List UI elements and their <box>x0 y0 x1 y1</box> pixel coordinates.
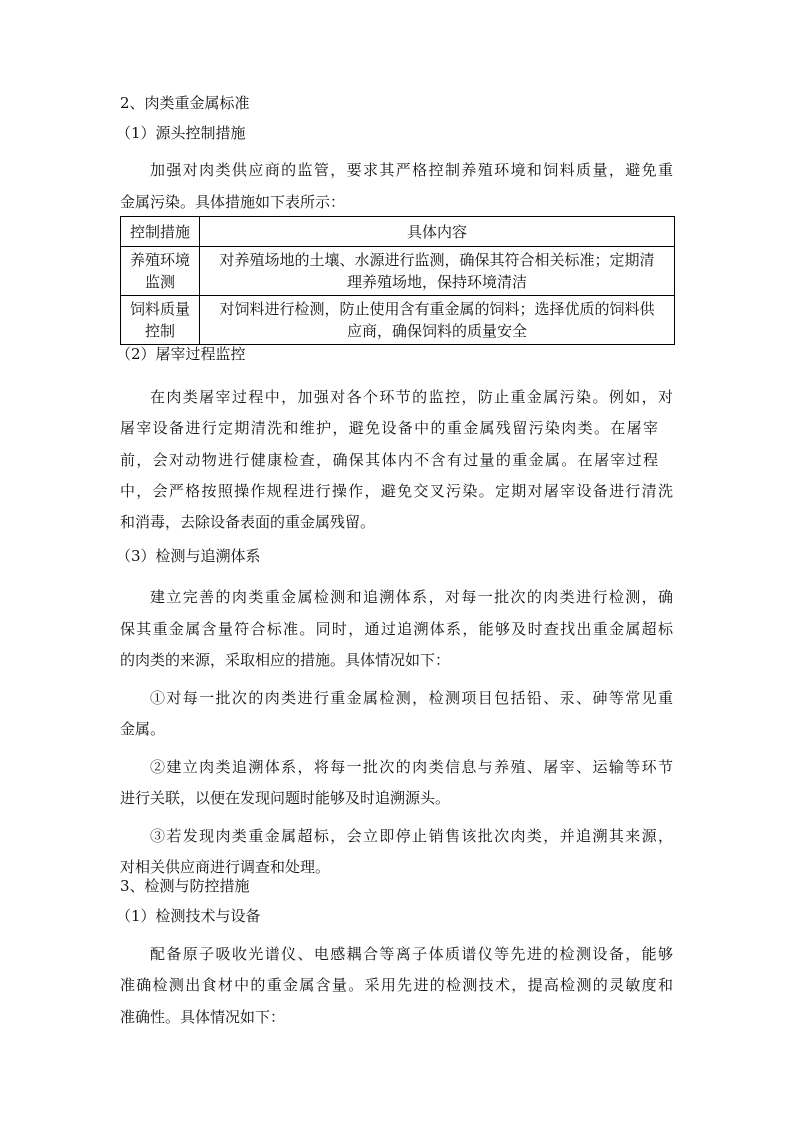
paragraph-line: 准确检测出食材中的重金属含量。采用先进的检测技术，提高检测的灵敏度和 <box>120 976 673 994</box>
table-cell: 养殖环境 监测 <box>121 247 200 296</box>
paragraph-line: 屠宰设备进行定期清洗和维护，避免设备中的重金属残留污染肉类。在屠宰 <box>120 419 658 437</box>
paragraph-line: 的肉类的来源，采取相应的措施。具体情况如下： <box>120 651 451 669</box>
list-item-line: ③若发现肉类重金属超标，会立即停止销售该批次肉类，并追溯其来源， <box>150 827 673 845</box>
subsection-title: （1）源头控制措施 <box>116 124 246 142</box>
table-cell: 对养殖场地的土壤、水源进行监测，确保其符合相关标准；定期清 理养殖场地，保持环境清洁 <box>200 247 675 296</box>
control-measures-table <box>120 216 675 345</box>
table-header: 具体内容 <box>200 217 675 247</box>
paragraph-line: 加强对肉类供应商的监管，要求其严格控制养殖环境和饲料质量，避免重 <box>150 161 673 179</box>
list-item-line: 对相关供应商进行调查和处理。 <box>120 858 331 876</box>
list-item-line: ①对每一批次的肉类进行重金属检测，检测项目包括铅、汞、砷等常见重 <box>150 689 673 707</box>
paragraph-line: 金属污染。具体措施如下表所示： <box>120 193 346 211</box>
paragraph-line: 和消毒，去除设备表面的重金属残留。 <box>120 513 376 531</box>
list-item-line: 进行关联，以便在发现问题时能够及时追溯源头。 <box>120 789 451 807</box>
paragraph-line: 配备原子吸收光谱仪、电感耦合等离子体质谱仪等先进的检测设备，能够 <box>150 945 673 963</box>
table-row <box>121 247 675 296</box>
table-row <box>121 296 675 345</box>
list-item-line: ②建立肉类追溯体系，将每一批次的肉类信息与养殖、屠宰、运输等环节 <box>150 758 673 776</box>
table-cell: 饲料质量 控制 <box>121 296 200 345</box>
table-header: 控制措施 <box>121 217 200 247</box>
subsection-title: （3）检测与追溯体系 <box>116 547 261 565</box>
paragraph-line: 前，会对动物进行健康检查，确保其体内不含有过量的重金属。在屠宰过程 <box>120 451 658 469</box>
paragraph-line: 保其重金属含量符合标准。同时，通过追溯体系，能够及时查找出重金属超标 <box>120 620 673 638</box>
paragraph-line: 中，会严格按照操作规程进行操作，避免交叉污染。定期对屠宰设备进行清洗 <box>120 482 673 500</box>
subsection-title: （2）屠宰过程监控 <box>116 345 246 363</box>
table-cell: 对饲料进行检测，防止使用含有重金属的饲料；选择优质的饲料供 应商，确保饲料的质量安全 <box>200 296 675 345</box>
subsection-title: （1）检测技术与设备 <box>116 907 261 925</box>
section-heading: 3、检测与防控措施 <box>120 877 250 895</box>
table-header-row <box>121 217 675 247</box>
list-item-line: 金属。 <box>120 720 166 738</box>
section-heading: 2、肉类重金属标准 <box>120 94 250 112</box>
paragraph-line: 准确性。具体情况如下： <box>120 1008 286 1026</box>
paragraph-line: 建立完善的肉类重金属检测和追溯体系，对每一批次的肉类进行检测，确 <box>150 588 673 606</box>
paragraph-line: 在肉类屠宰过程中，加强对各个环节的监控，防止重金属污染。例如，对 <box>150 388 673 406</box>
